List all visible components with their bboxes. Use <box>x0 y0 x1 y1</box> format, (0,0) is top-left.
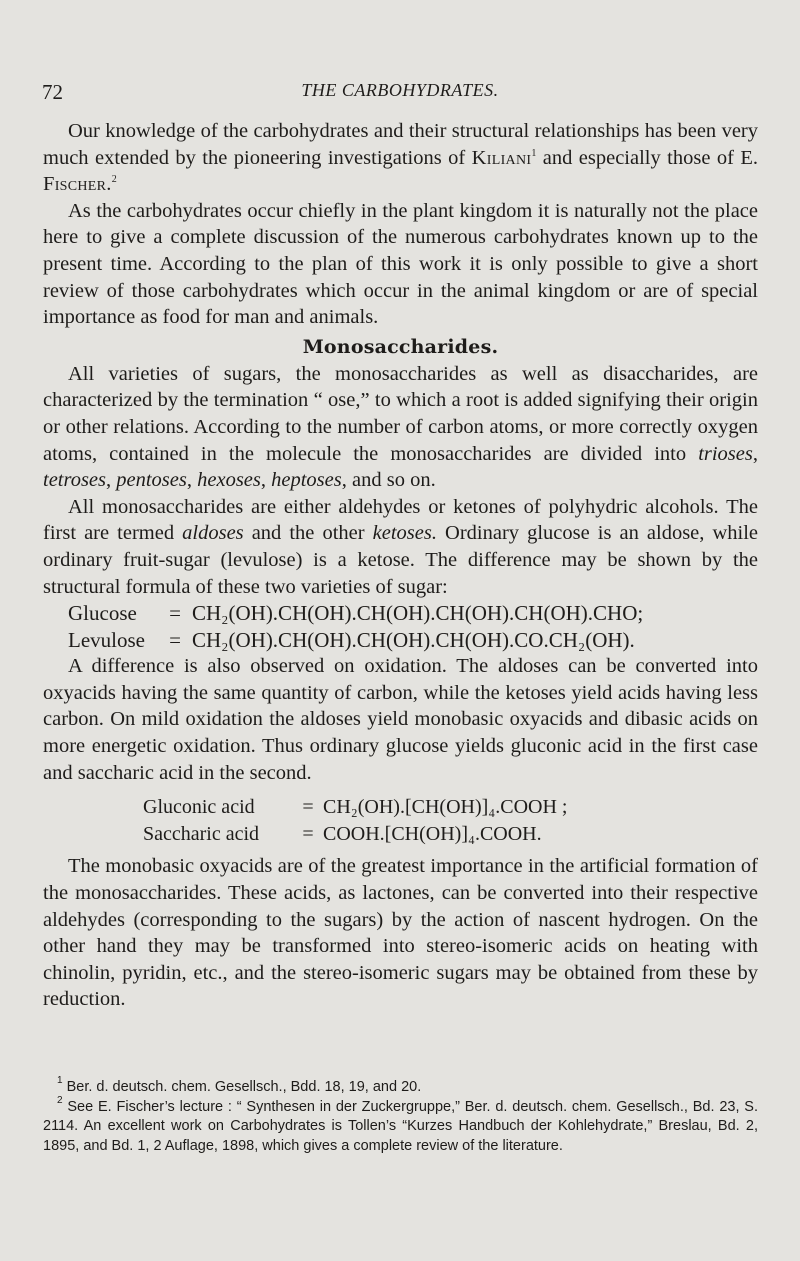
text-run: Our knowledge of the carbohydrates and their structural relationships has been very much extended by the pioneering investigations of <box>43 120 758 169</box>
term-pentoses: pentoses <box>116 469 187 492</box>
separator: , <box>106 469 117 492</box>
formula-expression: CH₂(OH).CH(OH).CH(OH).CH(OH).CH(OH).CHO; <box>192 601 644 626</box>
term-aldoses: aldoses <box>182 522 244 545</box>
author-kiliani: Kiliani <box>471 146 532 169</box>
equals-sign: = <box>169 601 181 626</box>
equals-sign: = <box>302 796 314 819</box>
term-tetroses: tetroses <box>43 469 107 492</box>
text-run: Ordinary glucose is an aldose, while ordinary fruit-sugar (levulose) is a ketose. The difference may be shown by the structural formula of these two varieties of sugar: <box>43 522 759 598</box>
running-title: THE CARBOHYDRATES. <box>301 80 499 100</box>
text-run: and the other <box>243 522 373 545</box>
footnote-1 <box>43 1075 758 1098</box>
paragraph-oxidation: A difference is also observed on oxidation. The aldoses can be converted into oxyacids having the same quantity of carbon, while the ketoses yield acids having less carbon. On mild oxidation the aldoses yield monobasic oxyacids and dibasic acids on more energetic oxidation. Thus ordinary glucose yields gluconic acid in the first case and saccharic acid in the second. <box>43 655 758 784</box>
footnote-ref-2: 2 <box>111 174 117 186</box>
footnote-mark: 2 <box>57 1094 63 1106</box>
equals-sign: = <box>169 627 181 652</box>
footnote-text: See E. Fischer’s lecture : “ Synthesen in der Zuckergruppe,” Ber. d. deutsch. chem. Gesellsch., Bd. 23, S. 2114. An excellent work on Carbohydrates is Tollen’s “Kurzes Handbuch der Kohlehydrate,” Breslau, Bd. 2, 1895, and Bd. 1, 2 Auflage, 1898, which gives a complete review of the literature. <box>43 1098 758 1154</box>
separator: , <box>260 469 272 492</box>
equals-sign: = <box>302 822 314 845</box>
paragraph-intro <box>43 118 758 198</box>
footnote-2 <box>43 1094 758 1157</box>
formula-name: Levulose <box>68 627 145 652</box>
formula-block-acids <box>43 794 758 847</box>
page-header <box>0 80 800 104</box>
footnotes <box>43 1075 758 1156</box>
formula-saccharic-acid <box>43 821 758 848</box>
body-text <box>43 118 758 1013</box>
term-ketoses: ketoses. <box>372 522 437 545</box>
formula-name: Glucose <box>68 601 137 626</box>
formula-levulose <box>43 627 758 654</box>
text-run: All monosaccharides are either aldehydes or ketones of polyhydric alcohols. The first are termed <box>43 495 758 545</box>
section-heading: Monosaccharides. <box>302 335 499 358</box>
paragraph-scope: As the carbohydrates occur chiefly in the plant kingdom it is naturally not the place here to give a complete discussion of the numerous carbohydrates known up to the present time. According to the plan of this work it is only possible to give a short review of those carbohydrates which occur in the animal kingdom or are of special importance as food for man and animals. <box>43 199 758 329</box>
separator: , <box>752 442 758 465</box>
paragraph-classification <box>43 361 758 494</box>
term-trioses: trioses <box>698 442 753 465</box>
formula-expression: CH₂(OH).CH(OH).CH(OH).CH(OH).CO.CH₂(OH). <box>192 627 635 652</box>
formula-block-sugars <box>43 600 758 653</box>
text-run: All varieties of sugars, the monosaccharides as well as disaccharides, are characterized by the termination “ ose,” to which a root is added signifying their origin or other relations. According to the number of carbon atoms, or more correctly oxygen atoms, contained in the molecule the monosaccharides are divided into <box>43 362 758 465</box>
formula-name: Saccharic acid <box>143 822 260 845</box>
paragraph-aldoses-ketoses <box>43 494 758 600</box>
text-run: , and so on. <box>341 469 436 492</box>
term-hexoses: hexoses <box>197 469 261 492</box>
footnote-ref-1: 1 <box>531 147 537 159</box>
separator: , <box>186 469 198 492</box>
page-number: 72 <box>42 80 63 104</box>
author-fischer: Fischer. <box>43 173 112 196</box>
formula-gluconic-acid <box>43 794 758 821</box>
formula-name: Gluconic acid <box>143 796 255 819</box>
formula-glucose <box>43 600 758 627</box>
term-heptoses: heptoses <box>271 469 342 492</box>
formula-expression: CH₂(OH).[CH(OH)]₄.COOH ; <box>323 796 568 819</box>
paragraph-oxyacids: The monobasic oxyacids are of the greatest importance in the artificial formation of the monosaccharides. These acids, as lactones, can be converted into their respective aldehydes (corresponding to the sugars) by the action of nascent hydrogen. On the other hand they may be transformed into stereo-isomeric acids on heating with chinolin, pyridin, etc., and the stereo-isomeric sugars may be obtained from these by reduction. <box>43 855 758 1011</box>
footnote-text: Ber. d. deutsch. chem. Gesellsch., Bdd. 18, 19, and 20. <box>62 1079 422 1095</box>
formula-expression: COOH.[CH(OH)]₄.COOH. <box>323 822 542 845</box>
footnote-mark: 1 <box>57 1075 63 1086</box>
text-run: and especially those of E. <box>536 146 758 169</box>
